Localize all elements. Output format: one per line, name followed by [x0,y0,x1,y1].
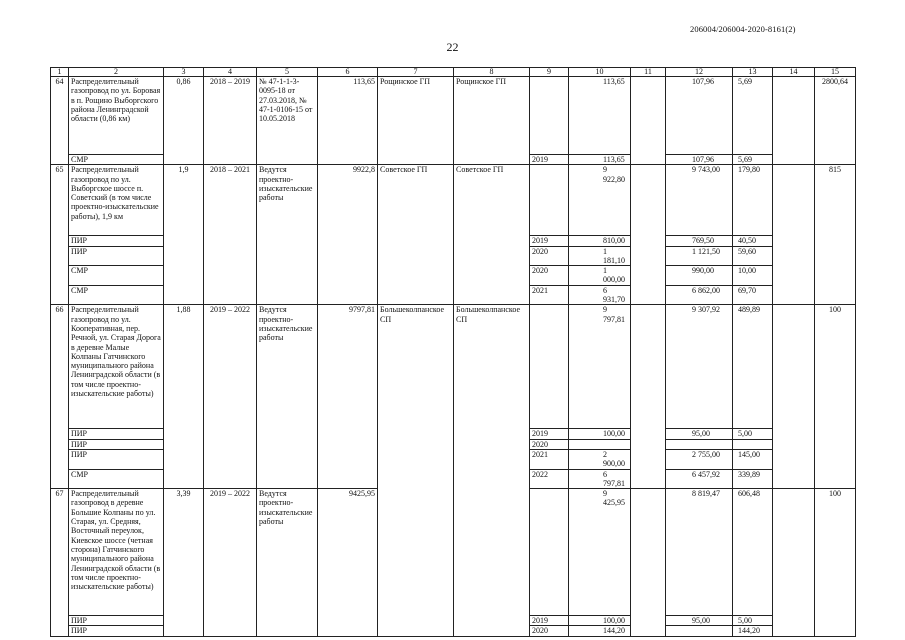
col-header: 6 [318,68,378,77]
empty-cell [773,165,815,305]
regional-amount: 107,96 [666,77,733,155]
stage-year: 2020 [530,626,569,636]
stage-local: 5,00 [733,429,773,439]
col-header: 15 [815,68,856,77]
col-header: 1 [51,68,69,77]
stage-total: 2 900,00 [569,449,631,469]
municipality: Большеколпанское СП [378,305,454,636]
stage-local: 5,69 [733,155,773,165]
stage-local: 145,00 [733,449,773,469]
empty-cell [631,489,666,637]
total-amount: 9 922,80 [569,165,631,236]
stage-local: 59,60 [733,246,773,266]
object-period: 2018 – 2019 [204,77,257,165]
col-header: 9 [530,68,569,77]
total-amount: 113,65 [569,77,631,155]
stage-total: 100,00 [569,616,631,626]
stage-regional: 1 121,50 [666,246,733,266]
col-header: 7 [378,68,454,77]
stage-regional: 990,00 [666,266,733,286]
object-cost: 9797,81 [318,305,378,489]
stage-name: СМР [69,155,164,165]
object-period: 2019 – 2022 [204,305,257,489]
object-period: 2019 – 2022 [204,489,257,637]
local-amount: 5,69 [733,77,773,155]
stage-total: 100,00 [569,429,631,439]
stage-name: ПИР [69,439,164,449]
regional-amount: 8 819,47 [666,489,733,616]
col-header: 11 [631,68,666,77]
empty-cell [631,165,666,305]
object-documents: Ведутся проектно-изыскательские работы [257,165,318,305]
stage-year: 2022 [530,469,569,489]
indicator-value: 100 [815,489,856,637]
col-header: 14 [773,68,815,77]
stage-name: ПИР [69,236,164,246]
stage-total: 810,00 [569,236,631,246]
object-documents: № 47-1-1-3-0095-18 от 27.03.2018, № 47-1-0106-15 от 10.05.2018 [257,77,318,165]
total-amount: 9 425,95 [569,489,631,616]
col-header: 3 [164,68,204,77]
col-header: 8 [454,68,530,77]
object-cost: 113,65 [318,77,378,165]
total-amount: 9 797,81 [569,305,631,429]
stage-local: 40,50 [733,236,773,246]
stage-regional: 95,00 [666,616,733,626]
stage-regional: 2 755,00 [666,449,733,469]
object-number: 65 [51,165,69,305]
stage-year: 2019 [530,236,569,246]
stage-regional: 107,96 [666,155,733,165]
col-header: 5 [257,68,318,77]
stage-name: ПИР [69,429,164,439]
stage-regional [666,626,733,636]
stage-name: СМР [69,266,164,286]
empty-cell [631,77,666,165]
stage-local [733,439,773,449]
stage-name: ПИР [69,616,164,626]
year-cell [530,77,569,155]
stage-total: 113,65 [569,155,631,165]
indicator-value: 100 [815,305,856,489]
object-cost: 9922,8 [318,165,378,305]
customer: Рощинское ГП [454,77,530,165]
customer: Большеколпанское СП [454,305,530,636]
stage-local: 144,20 [733,626,773,636]
local-amount: 606,48 [733,489,773,616]
stage-total: 1 000,00 [569,266,631,286]
year-cell [530,305,569,429]
stage-local: 5,00 [733,616,773,626]
stage-name: ПИР [69,246,164,266]
local-amount: 489,89 [733,305,773,429]
stage-total: 1 181,10 [569,246,631,266]
object-name: Распределительный газопровод в деревне Большие Колпаны по ул. Старая, ул. Средняя, Восточный переулок, Киевское шоссе (четная сторона) Гатчинского муниципального района Ленинградской области (в том числе проектно-изыскательские работы) [69,489,164,616]
stage-year: 2020 [530,266,569,286]
stage-name: ПИР [69,449,164,469]
stage-year: 2021 [530,285,569,305]
local-amount: 179,80 [733,165,773,236]
year-cell [530,165,569,236]
object-name: Распределительный газопровод по ул. Кооперативная, пер. Речной, ул. Старая Дорога в деревне Малые Колпаны Гатчинского муниципального района Ленинградской области (в том числе проектно-изыскательские работы) [69,305,164,429]
object-documents: Ведутся проектно-изыскательские работы [257,489,318,637]
stage-regional: 769,50 [666,236,733,246]
stage-regional [666,439,733,449]
stage-year: 2019 [530,616,569,626]
column-number-row [51,68,856,77]
stage-regional: 6 457,92 [666,469,733,489]
object-length: 3,39 [164,489,204,637]
object-number: 67 [51,489,69,637]
regional-amount: 9 743,00 [666,165,733,236]
stage-year: 2020 [530,439,569,449]
stage-year: 2019 [530,429,569,439]
empty-cell [773,77,815,165]
stage-name: СМР [69,285,164,305]
col-header: 12 [666,68,733,77]
object-documents: Ведутся проектно-изыскательские работы [257,305,318,489]
stage-regional: 6 862,00 [666,285,733,305]
stage-year: 2021 [530,449,569,469]
object-period: 2018 – 2021 [204,165,257,305]
object-row [51,77,856,155]
empty-cell [773,489,815,637]
customer: Советское ГП [454,165,530,305]
object-length: 1,88 [164,305,204,489]
col-header: 10 [569,68,631,77]
stage-name: СМР [69,469,164,489]
page-number: 22 [446,40,459,54]
municipality: Рощинское ГП [378,77,454,165]
stage-name: ПИР [69,626,164,636]
indicator-value: 815 [815,165,856,305]
object-name: Распределительный газопровод по ул. Выборгское шоссе п. Советский (в том числе проектно-изыскательские работы), 1,9 км [69,165,164,236]
stage-year: 2019 [530,155,569,165]
object-number: 66 [51,305,69,489]
object-name: Распределительный газопровод по ул. Боровая в п. Рощино Выборгского района Ленинградской области (0,86 км) [69,77,164,155]
municipality: Советское ГП [378,165,454,305]
empty-cell [773,305,815,489]
stage-total: 6 797,81 [569,469,631,489]
stage-local: 10,00 [733,266,773,286]
empty-cell [631,305,666,489]
document-id: 206004/206004-2020-8161(2) [690,24,796,34]
year-cell [530,489,569,616]
object-row [51,165,856,236]
col-header: 2 [69,68,164,77]
regional-amount: 9 307,92 [666,305,733,429]
col-header: 4 [204,68,257,77]
col-header: 13 [733,68,773,77]
register-table [50,67,856,637]
object-cost: 9425,95 [318,489,378,637]
stage-total [569,439,631,449]
indicator-value: 2800,64 [815,77,856,165]
stage-total: 144,20 [569,626,631,636]
stage-year: 2020 [530,246,569,266]
object-length: 0,86 [164,77,204,165]
stage-total: 6 931,70 [569,285,631,305]
stage-local: 339,89 [733,469,773,489]
object-number: 64 [51,77,69,165]
stage-local: 69,70 [733,285,773,305]
object-length: 1,9 [164,165,204,305]
object-row [51,305,856,429]
stage-regional: 95,00 [666,429,733,439]
